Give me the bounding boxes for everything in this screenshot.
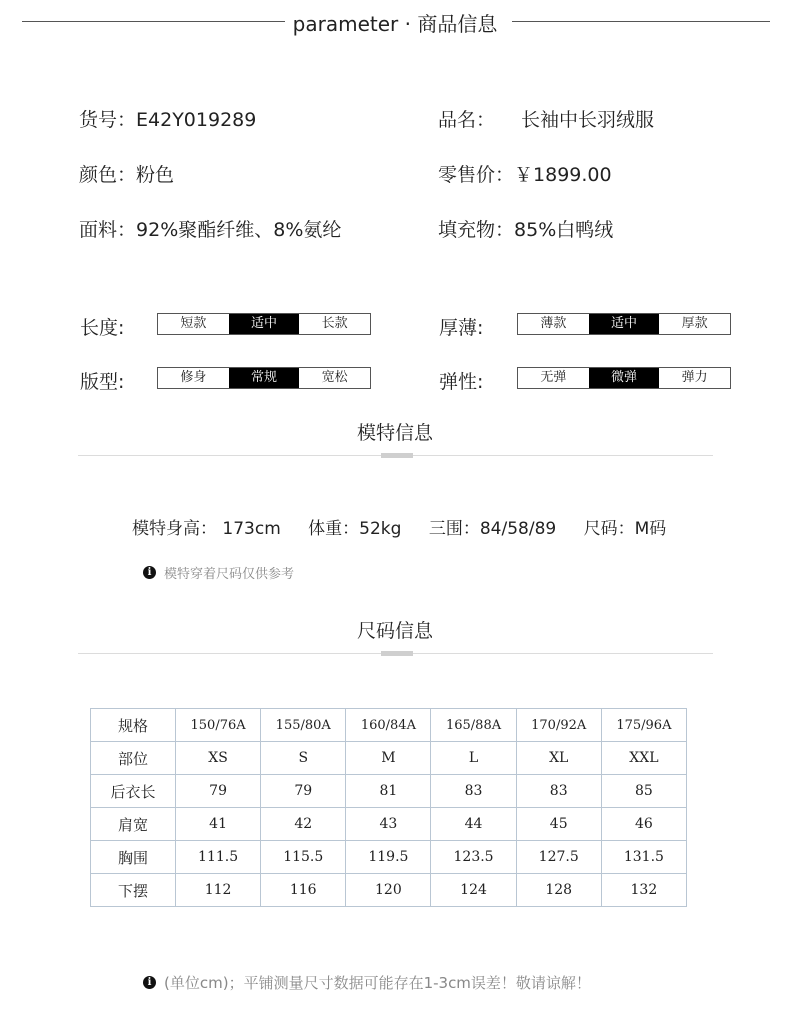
model-section-title: 模特信息 (356, 422, 433, 444)
item-number-value: E42Y019289 (136, 109, 257, 131)
retail-price (438, 160, 612, 187)
fit-selector (157, 367, 371, 389)
elasticity-option-slight[interactable]: 微弹 (589, 368, 660, 388)
table-header-cell: 175/96A (601, 709, 686, 742)
color-label: 颜色： (79, 164, 137, 186)
product-name-value: 长袖中长羽绒服 (521, 109, 655, 131)
product-name-label: 品名： (438, 109, 496, 131)
table-cell: 81 (346, 775, 431, 808)
table-header-cell: 165/88A (431, 709, 516, 742)
table-cell: 46 (601, 808, 686, 841)
table-cell: 45 (516, 808, 601, 841)
fabric-label: 面料： (79, 219, 137, 241)
thickness-option-medium[interactable]: 适中 (589, 314, 660, 334)
table-row-label: 后衣长 (91, 775, 176, 808)
table-header-cell: 170/92A (516, 709, 601, 742)
fabric-value: 92%聚酯纤维、8%氨纶 (136, 219, 342, 241)
color-value: 粉色 (136, 164, 175, 186)
length-option-medium[interactable]: 适中 (229, 314, 300, 334)
table-cell: 124 (431, 874, 516, 907)
elasticity-selector (517, 367, 731, 389)
thickness-label: 厚薄: (439, 317, 484, 339)
header-title: parameter · 商品信息 (292, 12, 498, 36)
table-cell: 123.5 (431, 841, 516, 874)
table-cell: 128 (516, 874, 601, 907)
elasticity-option-stretch[interactable]: 弹力 (681, 370, 708, 385)
item-number-label: 货号： (79, 109, 137, 131)
table-cell: 41 (176, 808, 261, 841)
info-icon: i (143, 566, 156, 579)
model-section-marker (381, 453, 413, 458)
item-number (79, 105, 256, 132)
price-label: 零售价： (438, 164, 515, 186)
price-value: ￥1899.00 (514, 164, 612, 186)
table-cell: 44 (431, 808, 516, 841)
length-option-long[interactable]: 长款 (321, 316, 348, 331)
length-label: 长度: (80, 317, 125, 339)
size-table (90, 708, 687, 907)
table-row-label: 肩宽 (91, 808, 176, 841)
table-cell: 83 (516, 775, 601, 808)
table-row-label: 下摆 (91, 874, 176, 907)
info-icon: i (143, 976, 156, 989)
table-header-cell: 155/80A (261, 709, 346, 742)
table-cell: 115.5 (261, 841, 346, 874)
model-weight: 体重：52kg (308, 519, 402, 539)
model-measurements: 三围：84/58/89 (428, 519, 557, 539)
table-cell: 116 (261, 874, 346, 907)
fit-label: 版型: (80, 371, 125, 393)
table-cell: 42 (261, 808, 346, 841)
thickness-option-thick[interactable]: 厚款 (681, 316, 708, 331)
elasticity-option-none[interactable]: 无弹 (540, 370, 567, 385)
model-size: 尺码：M码 (583, 519, 667, 539)
table-cell: XL (516, 742, 601, 775)
table-row (91, 841, 687, 874)
table-header-label: 规格 (91, 709, 176, 742)
product-name (438, 105, 654, 132)
length-selector (157, 313, 371, 335)
fit-option-regular[interactable]: 常规 (229, 368, 300, 388)
table-cell: 131.5 (601, 841, 686, 874)
model-note-text: 模特穿着尺码仅供参考 (164, 567, 295, 582)
table-row (91, 874, 687, 907)
table-header-cell: 160/84A (346, 709, 431, 742)
size-note (143, 972, 591, 993)
filling (438, 215, 613, 242)
table-header-row (91, 709, 687, 742)
model-stats (132, 514, 688, 539)
table-cell: L (431, 742, 516, 775)
product-color (79, 160, 174, 187)
table-cell: 85 (601, 775, 686, 808)
length-option-short[interactable]: 短款 (180, 316, 207, 331)
size-note-text: (单位cm)；平铺测量尺寸数据可能存在1-3cm误差！敬请谅解！ (164, 974, 591, 992)
table-row-label: 部位 (91, 742, 176, 775)
table-row-label: 胸围 (91, 841, 176, 874)
table-cell: 83 (431, 775, 516, 808)
filling-value: 85%白鸭绒 (514, 219, 614, 241)
table-cell: 120 (346, 874, 431, 907)
filling-label: 填充物： (438, 219, 515, 241)
table-cell: 119.5 (346, 841, 431, 874)
table-cell: XS (176, 742, 261, 775)
table-row (91, 742, 687, 775)
table-cell: 111.5 (176, 841, 261, 874)
model-height: 模特身高： 173cm (132, 519, 281, 539)
table-cell: M (346, 742, 431, 775)
table-row (91, 775, 687, 808)
fit-option-loose[interactable]: 宽松 (321, 370, 348, 385)
model-note (143, 563, 294, 582)
table-cell: 79 (176, 775, 261, 808)
thickness-option-thin[interactable]: 薄款 (540, 316, 567, 331)
fit-option-slim[interactable]: 修身 (180, 370, 207, 385)
fabric (79, 215, 341, 242)
size-section-title: 尺码信息 (356, 620, 433, 642)
table-cell: 43 (346, 808, 431, 841)
table-cell: S (261, 742, 346, 775)
table-cell: XXL (601, 742, 686, 775)
table-cell: 112 (176, 874, 261, 907)
size-section-marker (381, 651, 413, 656)
elasticity-label: 弹性: (439, 371, 484, 393)
table-row (91, 808, 687, 841)
table-cell: 132 (601, 874, 686, 907)
thickness-selector (517, 313, 731, 335)
table-header-cell: 150/76A (176, 709, 261, 742)
table-cell: 127.5 (516, 841, 601, 874)
table-cell: 79 (261, 775, 346, 808)
